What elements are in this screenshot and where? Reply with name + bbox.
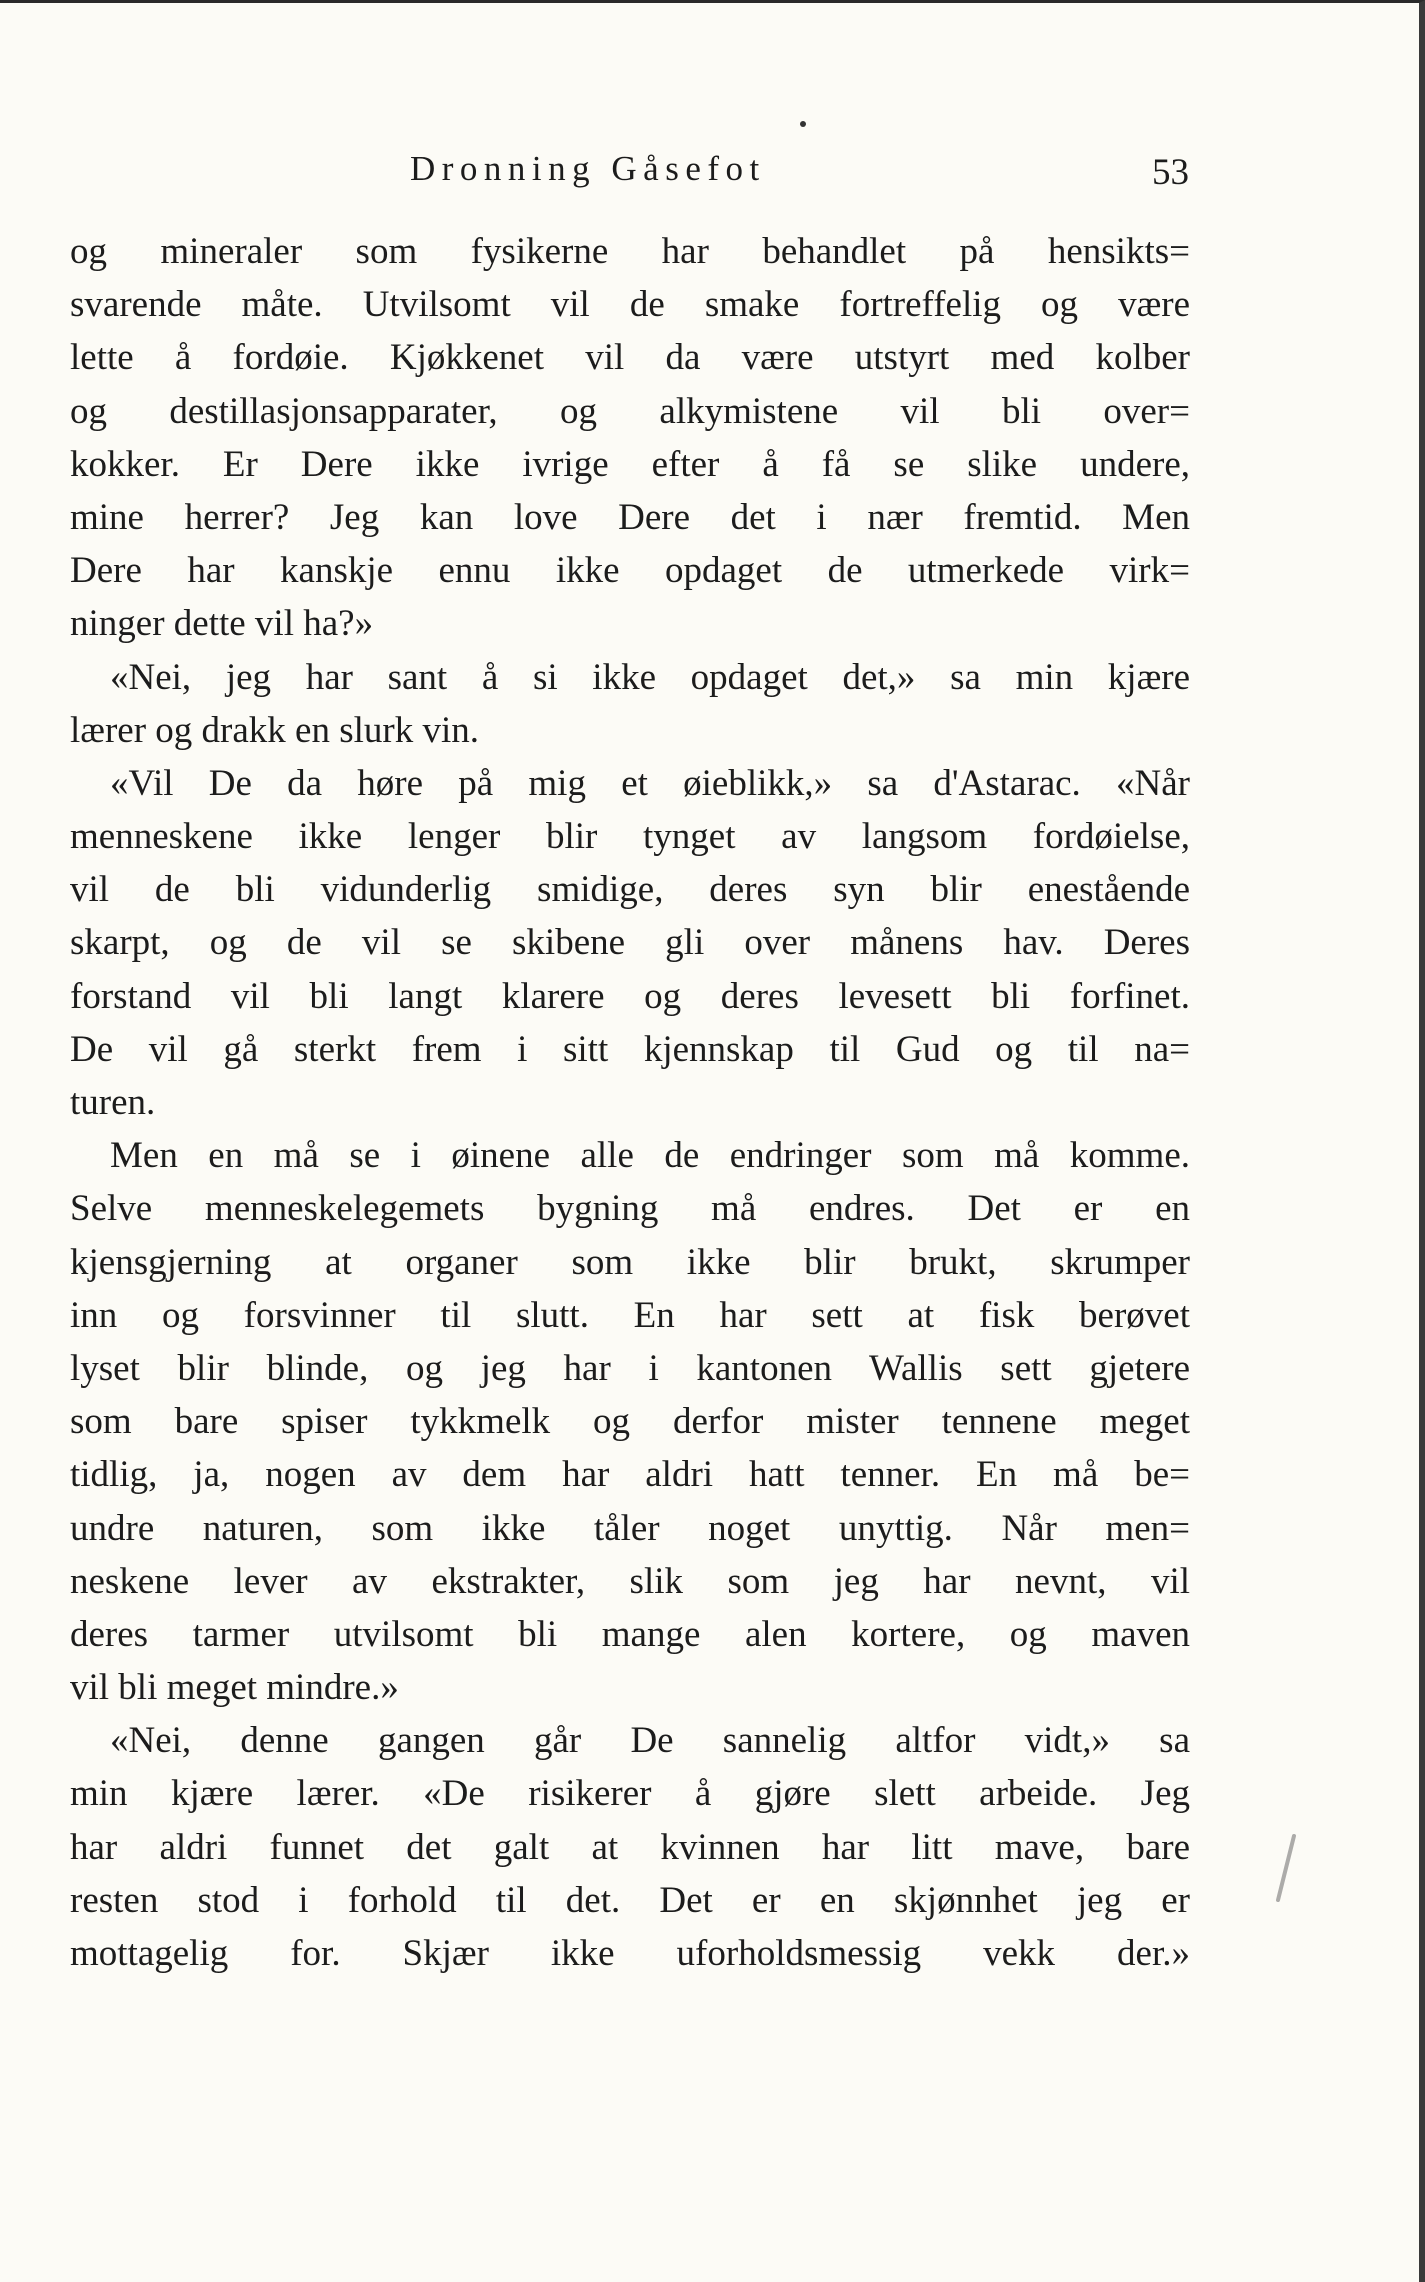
text-line: tidlig, ja, nogen av dem har aldri hatt tenner. En må be= (70, 1454, 1190, 1496)
text-line: lette å fordøie. Kjøkkenet vil da være utstyrt med kolber (70, 337, 1190, 379)
text-line: kjensgjerning at organer som ikke blir brukt, skrumper (70, 1241, 1190, 1283)
text-line: undre naturen, som ikke tåler noget unyttig. Når men= (70, 1507, 1190, 1549)
text-line: De vil gå sterkt frem i sitt kjennskap til Gud og til na= (70, 1028, 1190, 1070)
text-line: neskene lever av ekstrakter, slik som jeg har nevnt, vil (70, 1560, 1190, 1602)
text-line: vil bli meget mindre.» (70, 1667, 399, 1709)
print-speck (800, 121, 806, 127)
text-line: «Nei, jeg har sant å si ikke opdaget det,» sa min kjære (110, 656, 1190, 698)
text-line: Selve menneskelegemets bygning må endres. Det er en (70, 1188, 1190, 1230)
text-line: forstand vil bli langt klarere og deres levesett bli forfinet. (70, 975, 1190, 1017)
text-line: kokker. Er Dere ikke ivrige efter å få se slike undere, (70, 443, 1190, 485)
text-line: min kjære lærer. «De risikerer å gjøre slett arbeide. Jeg (70, 1773, 1190, 1815)
text-line: skarpt, og de vil se skibene gli over månens hav. Deres (70, 922, 1190, 964)
body-text (70, 225, 1190, 1980)
text-line: vil de bli vidunderlig smidige, deres syn blir enestående (70, 869, 1190, 911)
text-line: mottagelig for. Skjær ikke uforholdsmessig vekk der.» (70, 1933, 1190, 1974)
text-line: «Vil De da høre på mig et øieblikk,» sa d'Astarac. «Når (110, 762, 1190, 804)
text-line: svarende måte. Utvilsomt vil de smake fortreffelig og være (70, 284, 1190, 326)
pencil-mark (1276, 1834, 1297, 1903)
text-line: mine herrer? Jeg kan love Dere det i nær fremtid. Men (70, 496, 1190, 538)
text-line: deres tarmer utvilsomt bli mange alen kortere, og maven (70, 1613, 1190, 1655)
page-header (410, 149, 1189, 199)
text-line: «Nei, denne gangen går De sannelig altfor vidt,» sa (110, 1720, 1190, 1762)
text-line: ninger dette vil ha?» (70, 603, 374, 645)
text-line: og mineraler som fysikerne har behandlet på hensikts= (70, 231, 1190, 272)
text-line: Dere har kanskje ennu ikke opdaget de utmerkede virk= (70, 550, 1190, 592)
text-line: har aldri funnet det galt at kvinnen har litt mave, bare (70, 1826, 1190, 1868)
text-line: som bare spiser tykkmelk og derfor mister tennene meget (70, 1401, 1190, 1443)
page-number: 53 (1152, 152, 1189, 193)
text-line: lyset blir blinde, og jeg har i kantonen Wallis sett gjetere (70, 1347, 1190, 1389)
text-line: menneskene ikke lenger blir tynget av langsom fordøielse, (70, 816, 1190, 858)
running-title: Dronning Gåsefot (410, 149, 766, 188)
text-line: og destillasjonsapparater, og alkymistene vil bli over= (70, 390, 1190, 432)
text-line: Men en må se i øinene alle de endringer som må komme. (110, 1135, 1190, 1177)
text-line: lærer og drakk en slurk vin. (70, 709, 479, 751)
text-line: inn og forsvinner til slutt. En har sett at fisk berøvet (70, 1294, 1190, 1336)
text-line: resten stod i forhold til det. Det er en skjønnhet jeg er (70, 1879, 1190, 1921)
text-line: turen. (70, 1082, 156, 1123)
